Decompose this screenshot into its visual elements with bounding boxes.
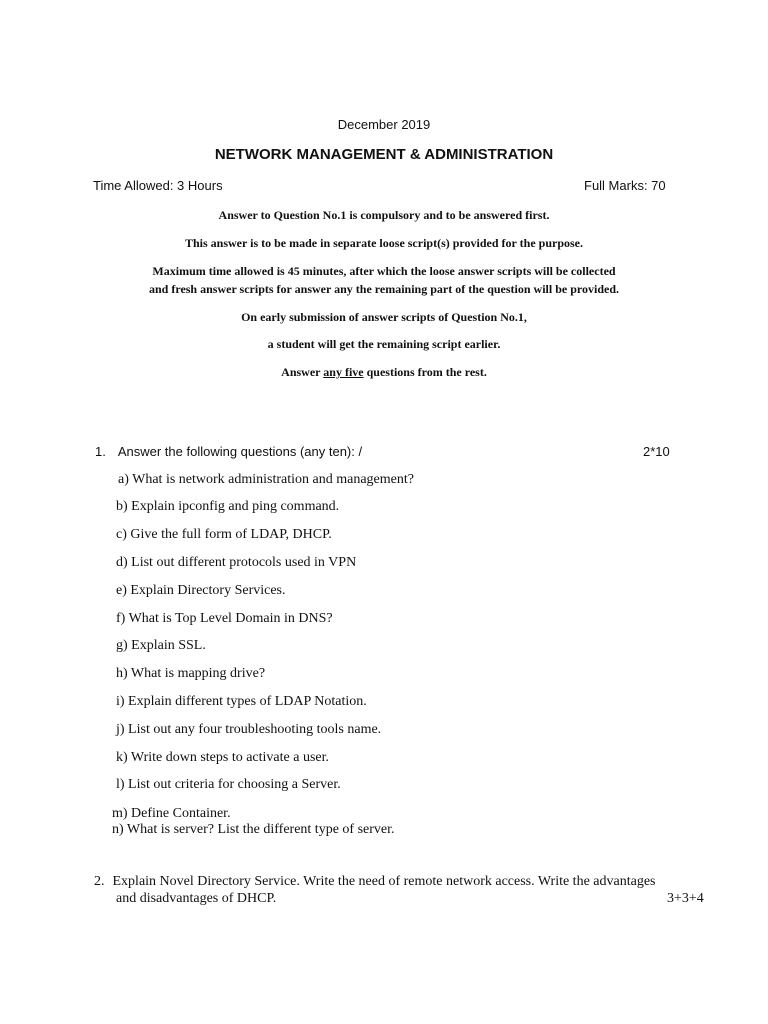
question-marks: 3+3+4 <box>667 891 704 906</box>
instruction-line: and fresh answer scripts for answer any the remaining part of the question will be provided. <box>148 282 620 296</box>
underlined-text: any five <box>323 365 364 379</box>
time-allowed: Time Allowed: 3 Hours <box>93 178 223 193</box>
question-text: Explain Novel Directory Service. Write the need of remote network access. Write the advantages <box>112 874 656 889</box>
list-item: j) List out any four troubleshooting tools name. <box>116 722 382 737</box>
question-number: 2. <box>94 874 105 889</box>
question-text: and disadvantages of DHCP. <box>116 891 277 906</box>
question-heading <box>95 444 362 459</box>
list-item: b) Explain ipconfig and ping command. <box>116 499 340 514</box>
instruction-line: Answer to Question No.1 is compulsory and to be answered first. <box>218 208 550 222</box>
list-item: a) What is network administration and management? <box>118 472 414 487</box>
exam-date: December 2019 <box>337 117 431 132</box>
list-item: l) List out criteria for choosing a Server. <box>116 777 341 792</box>
full-marks: Full Marks: 70 <box>584 178 666 193</box>
question-number: 1. <box>95 444 106 459</box>
list-item: g) Explain SSL. <box>116 638 206 653</box>
list-item: h) What is mapping drive? <box>116 666 266 681</box>
instruction-text: Answer <box>281 365 324 379</box>
list-item: i) Explain different types of LDAP Notation. <box>116 694 367 709</box>
exam-title: NETWORK MANAGEMENT & ADMINISTRATION <box>214 146 554 163</box>
instruction-text: questions from the rest. <box>363 365 487 379</box>
list-item: k) Write down steps to activate a user. <box>116 750 330 765</box>
list-item: f) What is Top Level Domain in DNS? <box>116 611 333 626</box>
instruction-line: a student will get the remaining script earlier. <box>267 337 501 351</box>
instruction-line <box>0 365 768 380</box>
list-item: e) Explain Directory Services. <box>116 583 286 598</box>
list-item: n) What is server? List the different type of server. <box>112 822 395 837</box>
instruction-line: On early submission of answer scripts of Question No.1, <box>241 310 527 324</box>
list-item: m) Define Container. <box>112 806 231 821</box>
question-text: Answer the following questions (any ten): / <box>117 444 363 459</box>
instruction-line: This answer is to be made in separate loose script(s) provided for the purpose. <box>184 236 583 250</box>
question-marks: 2*10 <box>643 444 670 459</box>
question-heading <box>94 873 655 890</box>
list-item: d) List out different protocols used in VPN <box>116 555 357 570</box>
instruction-line: Maximum time allowed is 45 minutes, after which the loose answer scripts will be collected <box>152 264 616 278</box>
list-item: c) Give the full form of LDAP, DHCP. <box>116 527 332 542</box>
